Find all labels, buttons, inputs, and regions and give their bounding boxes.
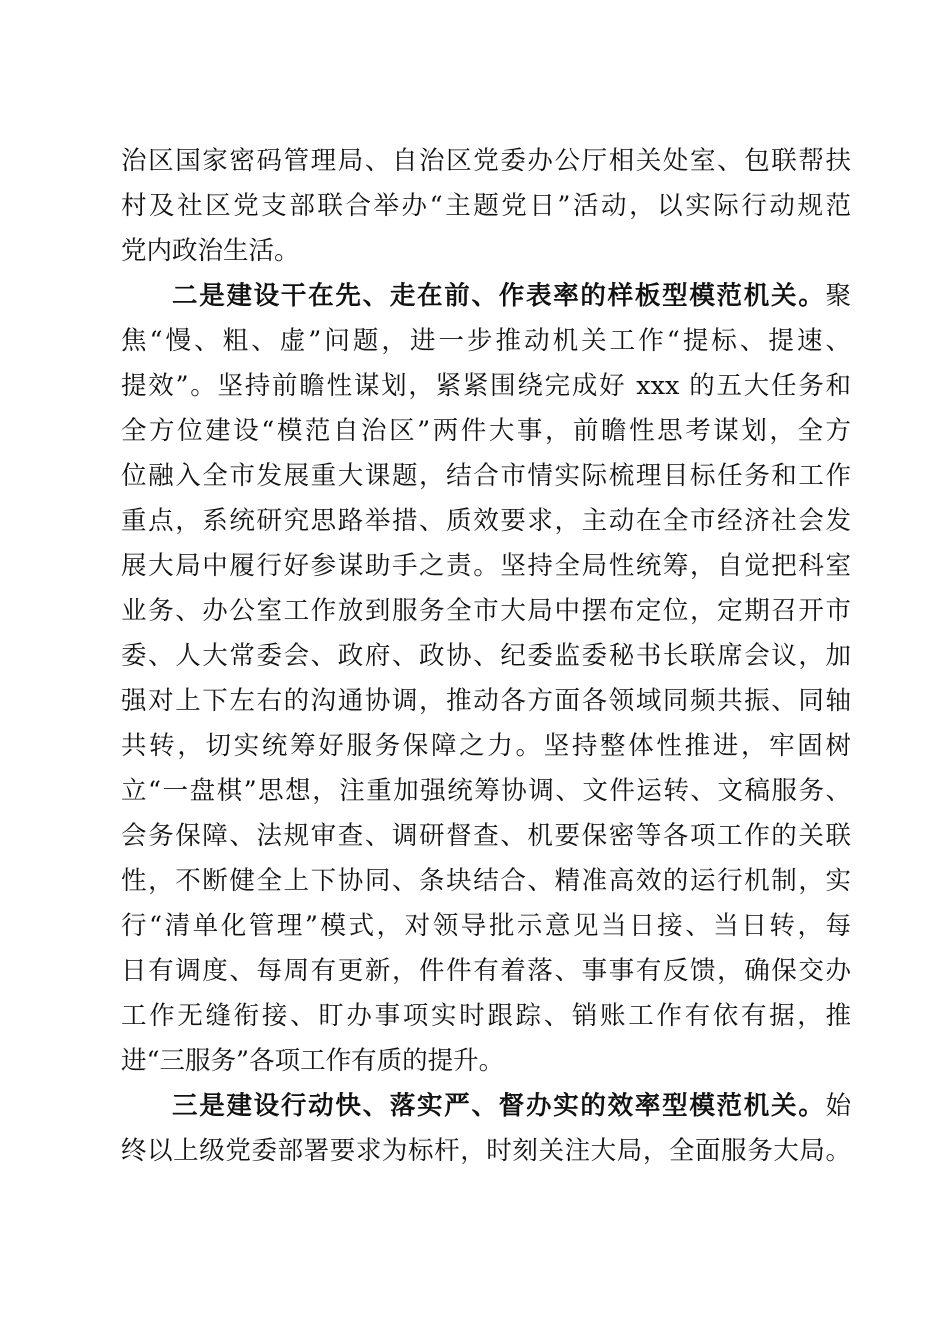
text-line: 治区国家密码管理局、自治区党委办公厅相关处室、包联帮扶 <box>121 146 851 176</box>
text-line: 业务、办公室工作放到服务全市大局中摆布定位，定期召开市 <box>121 596 851 626</box>
text-line: 工作无缝衔接、盯办事项实时跟踪、销账工作有依有据，推 <box>121 1001 851 1031</box>
paragraph-heading-line <box>172 1084 851 1128</box>
text-line: 行“清单化管理”模式，对领导批示意见当日接、当日转，每 <box>121 911 851 941</box>
text-line: 日有调度、每周有更新，件件有着落、事事有反馈，确保交办 <box>121 956 851 986</box>
text-line: 全方位建设“模范自治区”两件大事，前瞻性思考谋划，全方 <box>121 416 851 446</box>
text-line: 党内政治生活。 <box>121 236 300 266</box>
text-line: 共转，切实统筹好服务保障之力。坚持整体性推进，牢固树 <box>121 731 851 761</box>
text-run: 始 <box>825 1091 851 1121</box>
text-line: 强对上下左右的沟通协调，推动各方面各领域同频共振、同轴 <box>121 686 851 716</box>
text-line: 提效”。坚持前瞻性谋划，紧紧围绕完成好 xxx 的五大任务和 <box>121 371 851 401</box>
paragraph-heading: 二是建设干在先、走在前、作表率的样板型模范机关。 <box>172 281 826 311</box>
paragraph-heading: 三是建设行动快、落实严、督办实的效率型模范机关。 <box>172 1091 826 1121</box>
text-line: 性，不断健全上下协同、条块结合、精准高效的运行机制，实 <box>121 866 851 896</box>
text-line: 会务保障、法规审查、调研督查、机要保密等各项工作的关联 <box>121 821 851 851</box>
paragraph-heading-line <box>172 274 851 318</box>
text-line: 村及社区党支部联合举办“主题党日”活动，以实际行动规范 <box>121 191 851 221</box>
text-line: 立“一盘棋”思想，注重加强统筹协调、文件运转、文稿服务、 <box>121 776 851 806</box>
text-line: 终以上级党委部署要求为标杆，时刻关注大局，全面服务大局。 <box>121 1136 851 1166</box>
text-run: 聚 <box>825 281 851 311</box>
text-line: 位融入全市发展重大课题，结合市情实际梳理目标任务和工作 <box>121 461 851 491</box>
text-line: 重点，系统研究思路举措、质效要求，主动在全市经济社会发 <box>121 506 851 536</box>
text-line: 进“三服务”各项工作有质的提升。 <box>121 1046 505 1076</box>
text-line: 焦“慢、粗、虚”问题，进一步推动机关工作“提标、提速、 <box>121 326 851 356</box>
text-line: 委、人大常委会、政府、政协、纪委监委秘书长联席会议，加 <box>121 641 851 671</box>
text-line: 展大局中履行好参谋助手之责。坚持全局性统筹，自觉把科室 <box>121 551 851 581</box>
